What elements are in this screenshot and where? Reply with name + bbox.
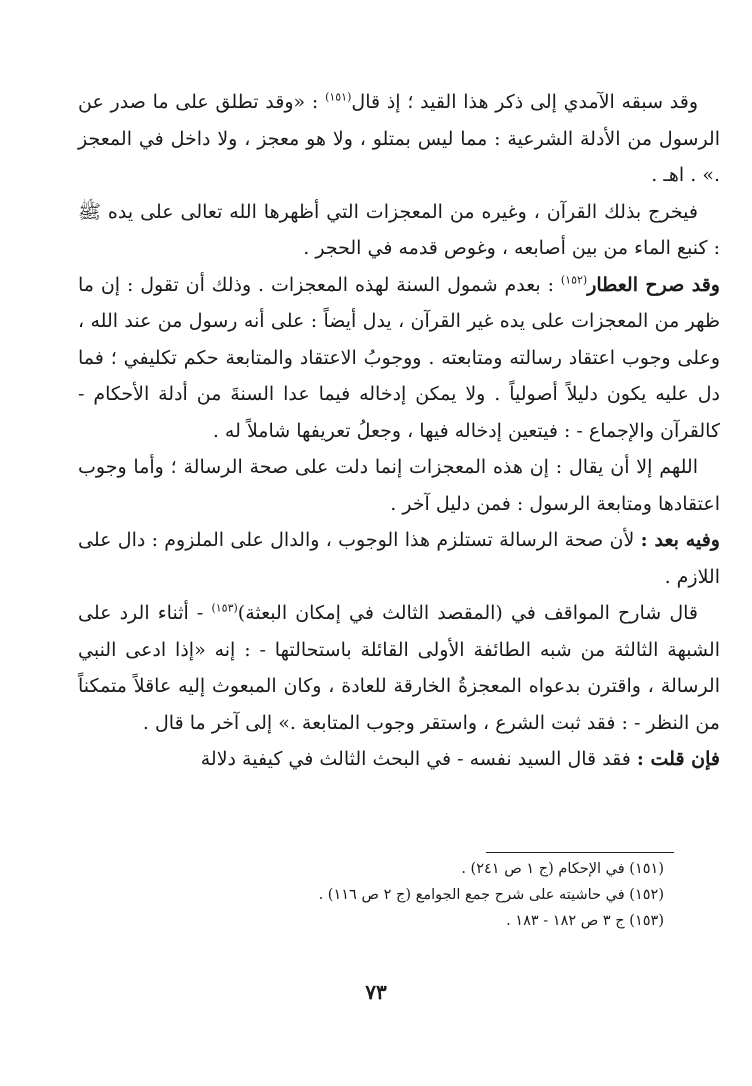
paragraph: فيخرج بذلك القرآن ، وغيره من المعجزات التي أظهرها الله تعالى على يده ﷺ : كنبع الماء من بين أصابعه ، وغوص قدمه في الحجر . [78,200,720,259]
body-text [78,84,720,778]
paragraph-lead: وقد صرح العطار [587,273,720,296]
paragraph-lead: فإن قلت : [636,748,720,770]
footnote: (١٥١) في الإحكام (ج ١ ص ٢٤١) . [461,861,664,877]
footnote-ref: (١٥٢) [560,273,588,287]
paragraph-lead: وفيه بعد : [640,529,720,551]
page-number: ٧٣ [365,980,387,1004]
footnotes [114,856,674,934]
paragraph: وقد صرح العطار$^{(١٥٢)}$ : بعدم شمول السنة لهذه المعجزات . وذلك أن تقول : إن ما ظهر من المعجزات على يده غير القرآن ، يدل أيضاً : على أنه رسول من عند الله ، وعلى وجوب اعتقاد رسالته ومتابعته . ووجوبُ الاعتقاد والمتابعة حكم تكليفي ؛ فما دل عليه يكون دليلاً أصولياً . ولا يمكن إدخاله فيما عدا السنةَ من أدلة الأحكام - كالقرآن والإجماع - : فيتعين إدخاله فيها ، وجعلُ تعريفها شاملاً له . [78,273,720,442]
paragraph: وقد سبقه الآمدي إلى ذكر هذا القيد ؛ إذ قال$^{(١٥١)}$ : «وقد تطلق على ما صدر عن الرسول من الأدلة الشرعية : مما ليس بمتلو ، ولا هو معجز ، ولا داخل في المعجز .» . اهـ . [78,90,720,186]
paragraph: وفيه بعد : لأن صحة الرسالة تستلزم هذا الوجوب ، والدال على الملزوم : دال على اللازم . [78,529,720,588]
footnote-ref: (١٥١) [325,90,352,104]
paragraph: فإن قلت : فقد قال السيد نفسه - في البحث الثالث في كيفية دلالة [200,748,720,770]
footnote-divider [486,852,674,853]
paragraph: اللهم إلا أن يقال : إن هذه المعجزات إنما دلت على صحة الرسالة ؛ وأما وجوب اعتقادها ومتابعة الرسول : فمن دليل آخر . [78,456,720,515]
footnote-ref: (١٥٣) [211,601,238,615]
footnote: (١٥٢) في حاشيته على شرح جمع الجوامع (ج ٢ ص ١١٦) . [318,887,664,903]
footnote: (١٥٣) ج ٣ ص ١٨٢ - ١٨٣ . [506,913,664,929]
paragraph: قال شارح المواقف في (المقصد الثالث في إمكان البعثة)$^{(١٥٣)}$ - أثناء الرد على الشبهة الثالثة من شبه الطائفة الأولى القائلة باستحالتها - : إنه «إذا ادعى النبي الرسالة ، واقترن بدعواه المعجزةُ الخارقة للعادة ، وكان المبعوث إليه عاقلاً متمكناً من النظر - : فقد ثبت الشرع ، واستقر وجوب المتابعة .» إلى آخر ما قال . [78,601,720,734]
